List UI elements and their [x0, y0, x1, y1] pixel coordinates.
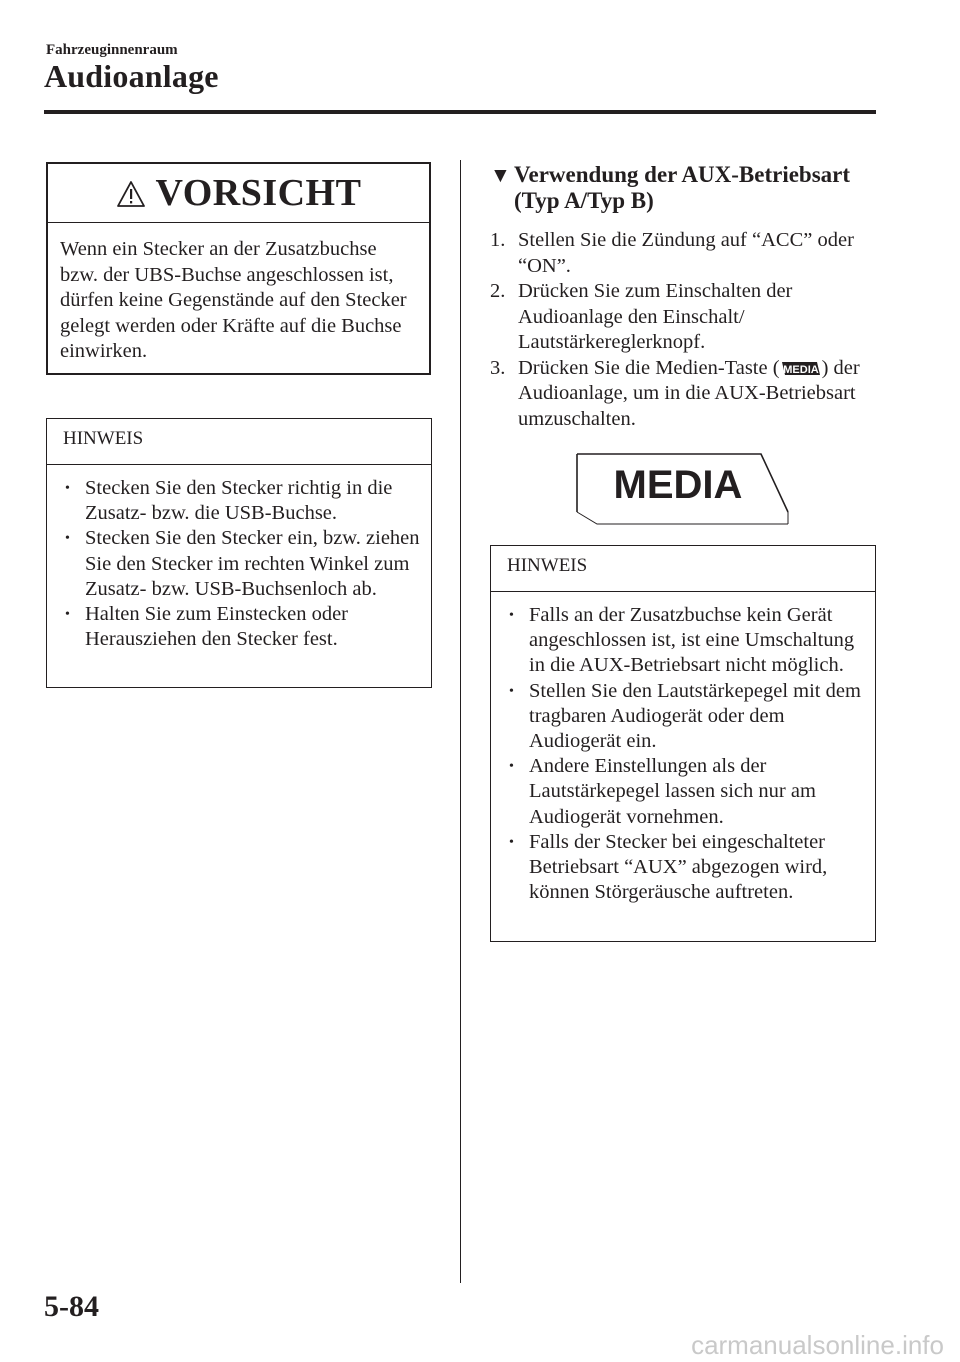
- step-number: 3.: [490, 356, 506, 379]
- note-list: [59, 476, 425, 652]
- step-list: [490, 228, 880, 432]
- media-button-icon: [781, 360, 821, 377]
- watermark: carmanualsonline.info: [691, 1330, 944, 1360]
- note-list: [503, 603, 869, 905]
- note-item: • Andere Einstellungen als der Lautstärkepegel lassen sich nur am Audiogerät vornehmen.: [503, 754, 869, 830]
- note-box-right: [490, 545, 876, 942]
- warning-triangle-icon: [116, 180, 146, 208]
- note-body: [491, 592, 875, 905]
- note-item: • Stecken Sie den Stecker richtig in die Zusatz- bzw. die USB-Buchse.: [59, 476, 425, 526]
- step-text: Stellen Sie die Zündung auf “ACC” oder “ON”.: [518, 229, 854, 277]
- svg-text:MEDIA: MEDIA: [782, 363, 819, 376]
- note-body: [47, 465, 431, 652]
- note-item: • Stellen Sie den Lautstärkepegel mit dem tragbaren Audiogerät oder dem Audiogerät ein.: [503, 679, 869, 755]
- media-button-label: MEDIA: [613, 463, 743, 507]
- section-heading-line2: (Typ A/Typ B): [514, 188, 654, 213]
- media-button-illustration: [575, 452, 793, 528]
- caution-title: VORSICHT: [155, 172, 362, 214]
- note-item: • Halten Sie zum Einstecken oder Herausziehen den Stecker fest.: [59, 602, 425, 652]
- triangle-down-icon: ▼: [490, 163, 511, 187]
- title-rule: [44, 110, 876, 114]
- step-text: ) der Audioanlage, um in die AUX-Betriebsart umzuschalten.: [518, 356, 860, 430]
- caution-box: [46, 162, 431, 375]
- section-heading-line1: Verwendung der AUX-Betriebsart: [514, 162, 851, 187]
- note-item: • Stecken Sie den Stecker ein, bzw. ziehen Sie den Stecker im rechten Winkel zum Zusatz- bzw. USB-Buchsenloch ab.: [59, 526, 425, 602]
- step-number: 2.: [490, 280, 506, 302]
- step-text: Drücken Sie die Medien-Taste (: [518, 356, 780, 379]
- step-item: [490, 228, 880, 279]
- page-title: Audioanlage: [44, 58, 219, 94]
- step-number: 1.: [490, 229, 506, 251]
- caution-header: [48, 164, 429, 223]
- column-divider: [460, 160, 461, 1283]
- step-item: [490, 356, 880, 433]
- section-heading: [490, 162, 880, 214]
- step-text: Drücken Sie zum Einschalten der Audioanlage den Einschalt/ Lautstärkereglerknopf.: [518, 280, 793, 353]
- note-item: • Falls an der Zusatzbuchse kein Gerät angeschlossen ist, ist eine Umschaltung in die AUX-Betriebsart nicht möglich.: [503, 603, 869, 679]
- page-number: 5-84: [44, 1290, 99, 1323]
- step-item: [490, 279, 880, 356]
- note-heading: HINWEIS: [47, 419, 431, 465]
- section-label: Fahrzeuginnenraum: [46, 42, 178, 58]
- note-heading: HINWEIS: [491, 546, 875, 592]
- note-item: • Falls der Stecker bei eingeschalteter Betriebsart “AUX” abgezogen wird, können Störgeräusche auftreten.: [503, 830, 869, 906]
- note-box-left: [46, 418, 432, 688]
- caution-text: Wenn ein Stecker an der Zusatzbuchse bzw. der UBS-Buchse angeschlossen ist, dürfen keine Gegenstände auf den Stecker gelegt werden oder Kräfte auf die Buchse einwirken.: [60, 238, 407, 362]
